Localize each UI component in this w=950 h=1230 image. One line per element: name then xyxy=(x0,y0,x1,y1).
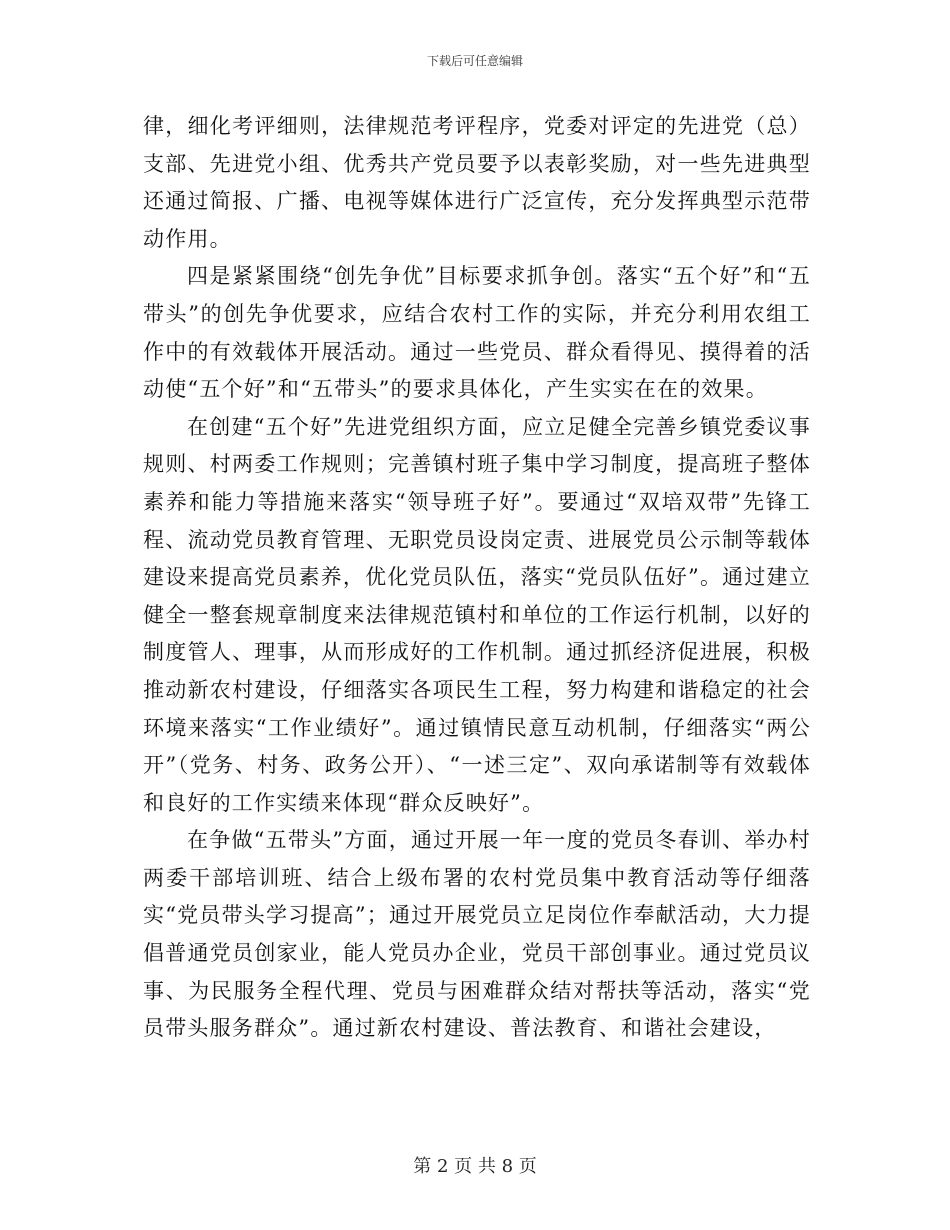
page-number-footer: 第 2 页 共 8 页 xyxy=(413,1156,537,1177)
paragraph-continuation: 律，细化考评细则，法律规范考评程序，党委对评定的先进党（总）支部、先进党小组、优秀共产党员要予以表彰奖励，对一些先进典型还通过简报、广播、电视等媒体进行广泛宣传，充分发挥典型示范带动作用。 xyxy=(143,114,811,251)
paragraph-five-goods: 在创建“五个好”先进党组织方面，应立足健全完善乡镇党委议事规则、村两委工作规则；完善镇村班子集中学习制度，提高班子整体素养和能力等措施来落实“领导班子好”。要通过“双培双带”先锋工程、流动党员教育管理、无职党员设岗定责、进展党员公示制等载体建设来提高党员素养，优化党员队伍，落实“党员队伍好”。通过建立健全一整套规章制度来法律规范镇村和单位的工作运行机制，以好的制度管人、理事，从而形成好的工作机制。通过抓经济促进展，积极推动新农村建设，仔细落实各项民生工程，努力构建和谐稳定的社会环境来落实“工作业绩好”。通过镇情民意互动机制，仔细落实“两公开”（党务、村务、政务公开）、“一述三定”、双向承诺制等有效载体和良好的工作实绩来体现“群众反映好”。 xyxy=(143,414,811,815)
paragraph-point-four: 四是紧紧围绕“创先争优”目标要求抓争创。落实“五个好”和“五带头”的创先争优要求，应结合农村工作的实际，并充分利用农组工作中的有效载体开展活动。通过一些党员、群众看得见、摸得着的活动使“五个好”和“五带头”的要求具体化，产生实实在在的效果。 xyxy=(143,264,811,402)
paragraph-five-leads: 在争做“五带头”方面，通过开展一年一度的党员冬春训、举办村两委干部培训班、结合上级布署的农村党员集中教育活动等仔细落实“党员带头学习提高”；通过开展党员立足岗位作奉献活动，大力提倡普通党员创家业，能人党员办企业，党员干部创事业。通过党员议事、为民服务全程代理、党员与困难群众结对帮扶等活动，落实“党员带头服务群众”。通过新农村建设、普法教育、和谐社会建设， xyxy=(143,828,811,1041)
document-body xyxy=(143,108,811,1048)
page-header: 下载后可任意编辑 xyxy=(426,54,523,68)
